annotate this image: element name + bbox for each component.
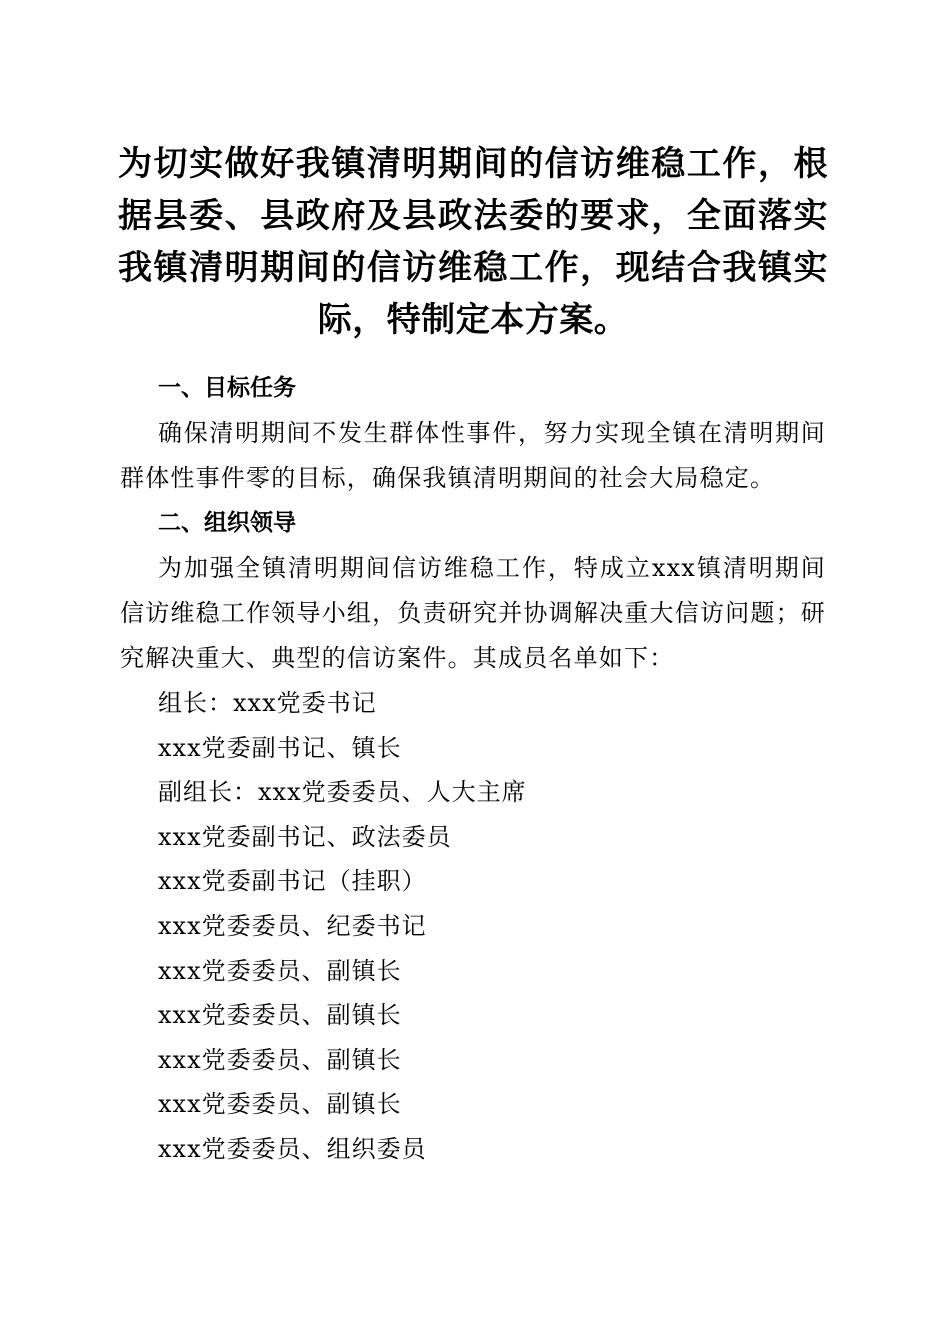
member-item: xxx党委委员、副镇长 <box>158 1045 402 1074</box>
section-heading-leadership: 二、组织领导 <box>158 510 296 536</box>
document-body <box>120 366 826 1172</box>
member-item: xxx党委委员、副镇长 <box>158 1090 402 1119</box>
member-item: 组长：xxx党委书记 <box>158 689 377 717</box>
member-item: xxx党委委员、组织委员 <box>158 1134 427 1163</box>
member-list <box>120 681 826 1172</box>
member-item: xxx党委副书记、政法委员 <box>158 822 452 851</box>
section-paragraph-goals: 确保清明期间不发生群体性事件，努力实现全镇在清明期间群体性事件零的目标，确保我镇清明期间的社会大局稳定。 <box>120 419 826 492</box>
member-item: xxx党委副书记（挂职） <box>158 867 427 896</box>
section-heading-goals: 一、目标任务 <box>158 375 296 401</box>
document-title: 为切实做好我镇清明期间的信访维稳工作，根据县委、县政府及县政法委的要求，全面落实我镇清明期间的信访维稳工作，现结合我镇实际，特制定本方案。 <box>118 144 828 340</box>
member-item: xxx党委委员、副镇长 <box>158 956 402 985</box>
member-item: xxx党委委员、副镇长 <box>158 1001 402 1030</box>
section-paragraph-leadership: 为加强全镇清明期间信访维稳工作，特成立xxx镇清明期间信访维稳工作领导小组，负责研究并协调解决重大信访问题；研究解决重大、典型的信访案件。其成员名单如下： <box>120 554 826 672</box>
member-item: 副组长：xxx党委委员、人大主席 <box>158 778 527 807</box>
member-item: xxx党委副书记、镇长 <box>158 733 402 762</box>
member-item: xxx党委委员、纪委书记 <box>158 911 427 940</box>
